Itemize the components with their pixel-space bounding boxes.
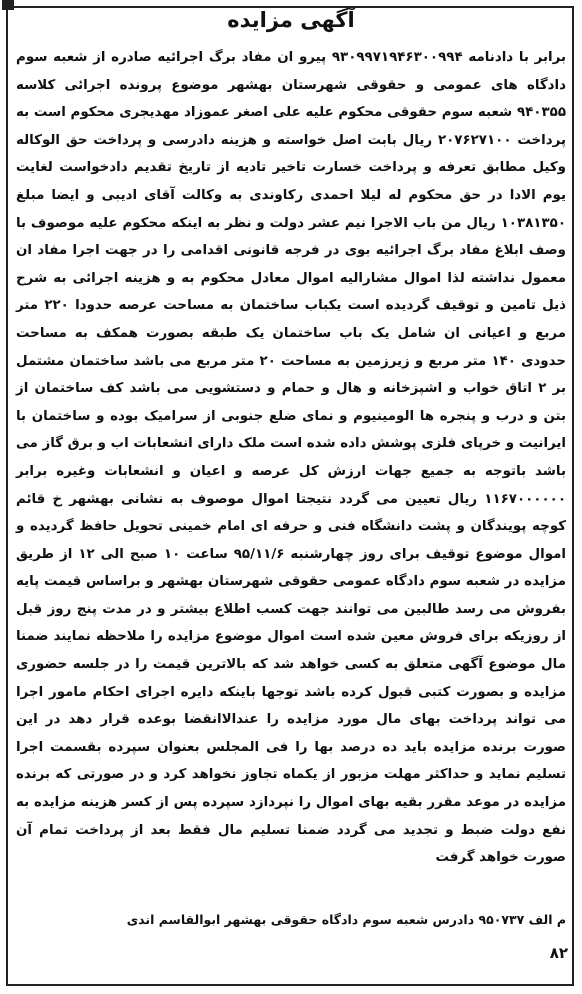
notice-body: برابر با دادنامه ۹۳۰۹۹۷۱۹۴۶۳۰۰۹۹۴ پیرو ان مفاد برگ اجرائیه صادره از شعبه سوم دادگاه های عمومی و حقوقی شهرستان بهشهر موضوع پرونده اجرائی کلاسه ۹۴۰۳۵۵ شعبه سوم حقوقی محکوم علیه علی اصغر عموزاد مهدیجری محکوم است به پرداخت ۲۰۷۶۲۷۱۰۰ ریال بابت اصل خواسته و هزینه دادرسی و پرداخت حق الوکاله وکیل مطابق تعرفه و پرداخت خسارت تاخیر تادیه از تاریخ تقدیم دادخواست لغایت یوم الادا در حق محکوم له لیلا احمدی رکاوندی به وکالت آقای ادیبی و ایضا مبلغ ۱۰۳۸۱۳۵۰ ریال من باب الاجرا نیم عشر دولت و نظر به اینکه محکوم علیه موصوف با وصف ابلاغ مفاد برگ اجرائیه بوی در فرجه قانونی اقدامی را در جهت اجرا مفاد ان معمول نداشته لذا اموال مشارالیه اموال معادل محکوم به و هزینه اجرائی به شرح ذیل تامین و توقیف گردیده است یکباب ساختمان به مساحت عرصه حدودا ۲۲۰ متر مربع و اعیانی ان شامل یک باب ساختمان یک طبقه بصورت همکف به مساحت حدودی ۱۴۰ متر مربع و زیرزمین به مساحت ۲۰ متر مربع می باشد ساختمان مشتمل بر ۲ اتاق خواب و اشپزخانه و هال و حمام و دستشویی می باشد کف ساختمان از بتن و درب و پنجره ها الومینیوم و نمای ضلع جنوبی از سرامیک بوده و ساختمان با ایرانیت و خرپای فلزی پوشش داده شده است ملک دارای انشعابات اب و برق گاز می باشد باتوجه به جمیع جهات ارزش کل عرصه و اعیان و انشعابات وغیره برابر ۱۱۶۷۰۰۰۰۰۰ ریال تعیین می گردد نتیجتا اموال موصوف به نشانی بهشهر خ قائم کوچه پویندگان و پشت دانشگاه فنی و حرفه ای امام خمینی تحویل حافظ گردیده و اموال موضوع توقیف برای روز چهارشنبه ۹۵/۱۱/۶ ساعت ۱۰ صبح الی ۱۲ از طریق مزایده در شعبه سوم دادگاه عمومی حقوقی شهرستان بهشهر و براساس قیمت پایه بفروش می رسد طالبین می توانند جهت کسب اطلاع بیشتر و در مدت پنج روز قبل از روزیکه برای فروش معین شده است اموال موضوع مزایده را ملاحظه نمایند ضمنا مال موضوع آگهی متعلق به کسی خواهد شد که بالاترین قیمت را در جلسه حضوری مزایده و بصورت کتبی قبول کرده باشد توجها باینکه دایره اجرای احکام مامور اجرا می تواند پرداخت بهای مال مورد مزایده را عندالاانقضا بوعده قرار دهد در این صورت برنده مزایده باید ده درصد بها را فی المجلس بعنوان سپرده بقسمت اجرا تسلیم نماید و حداکثر مهلت مزبور از یکماه تجاوز نخواهد کرد و در صورتی که برنده مزایده در موعد مقرر بقیه بهای اموال را نپردازد سپرده پس از کسر هزینه مزایده به نفع دولت ضبط و تجدید می گردد ضمنا تسلیم مال فقط بعد از پرداخت تمام آن صورت خواهد گرفت bbox=[15, 50, 567, 866]
page-number: ۸۲ bbox=[549, 944, 568, 962]
notice-title: آگهی مزایده bbox=[227, 8, 355, 32]
notice-footer: م الف ۹۵۰۷۳۷ دادرس شعبه سوم دادگاه حقوقی بهشهر ابوالقاسم اندی bbox=[126, 912, 566, 927]
